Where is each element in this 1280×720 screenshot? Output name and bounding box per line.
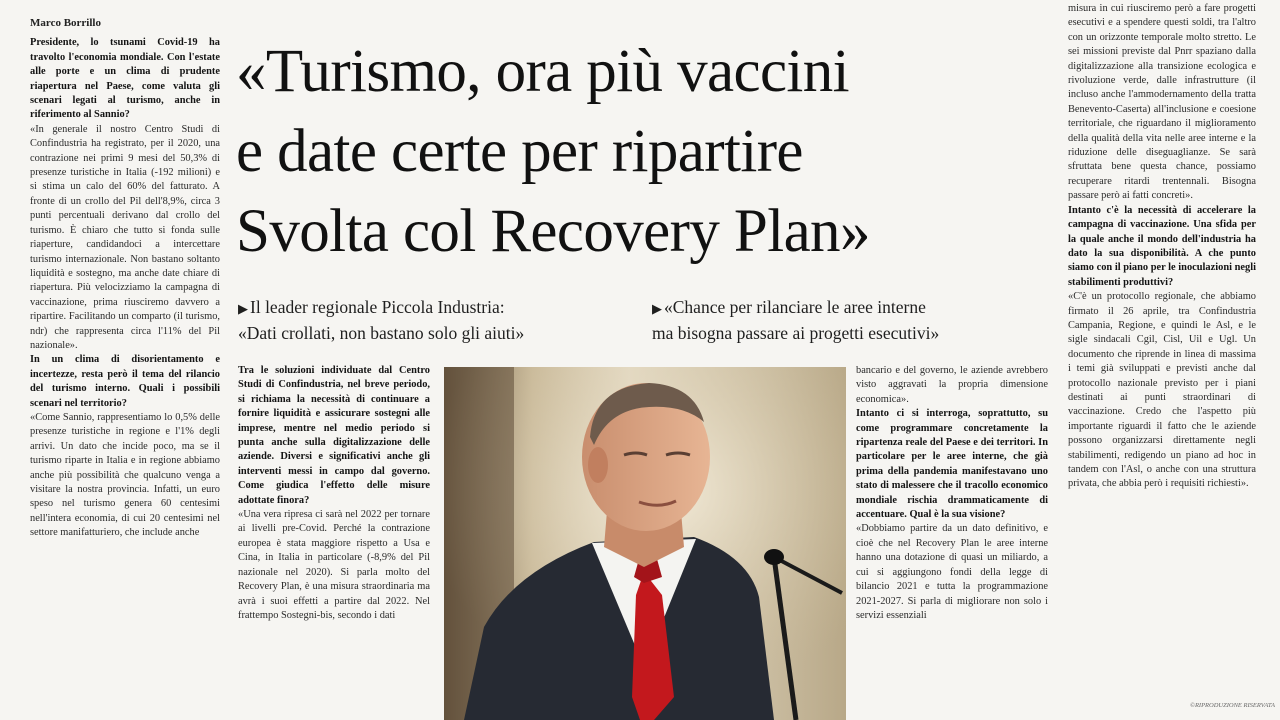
portrait-photo bbox=[444, 367, 846, 720]
deck-line: ma bisogna passare ai progetti esecutivi» bbox=[652, 323, 940, 343]
deck-right bbox=[652, 295, 939, 345]
deck-line: Il leader regionale Piccola Industria: bbox=[250, 297, 505, 317]
reproduction-notice: ©RIPRODUZIONE RISERVATA bbox=[1190, 702, 1276, 709]
interview-question: In un clima di disorientamento e incertezze, resta però il tema del rilancio del turismo interno. Quali i possibili scenari nel territorio? bbox=[30, 354, 220, 409]
headline-line: e date certe per ripartire bbox=[236, 118, 803, 185]
interview-answer: bancario e del governo, le aziende avrebbero visto aggravati la propria dimensione economica». bbox=[856, 365, 1048, 405]
article-column-middle-right bbox=[856, 364, 1048, 720]
article-column-right bbox=[1068, 2, 1256, 720]
interview-answer: misura in cui riusciremo però a fare progetti esecutivi e a spendere questi soldi, tra l'altro con un orizzonte temporale molto stretto. Le sei missioni previste dal Pnrr spaziano dalla digitalizzazione alla transizione ecologica e rivoluzione verde, dalle infrastrutture (il incluso anche l'ammodernamento della tratta Benevento-Caserta) all'inclusione e coesione territoriale, che riguardano il miglioramento della qualità della vita nelle aree interne e la riduzione delle diseguaglianze. Se sarà sfruttata bene questa chance, possiamo recuperare ritardi trentennali. Bisogna passare però ai fatti concreti». bbox=[1068, 3, 1256, 202]
headline-line: «Turismo, ora più vaccini bbox=[236, 38, 850, 105]
interview-answer: «C'è un protocollo regionale, che abbiamo firmato il 26 aprile, tra Confindustria Campania, Regione, e quindi le Asl, e le sigle sindacali Cgil, Cisl, Uil e Ugl. Un documento che riprende in linea di massima i temi già sviluppati e previsti anche dal protocollo nazionale previsto per i piani destinati ai punti straordinari di vaccinazione. Credo che l'aspetto più importante riguardi il fatto che le aziende possono organizzarsi direttamente negli stabilimenti, redigendo un piano ad hoc in tandem con l'Asl, o anche con una struttura privata, che abbia però i requisiti richiesti». bbox=[1068, 291, 1256, 490]
headline-line: Svolta col Recovery Plan» bbox=[236, 198, 870, 265]
speaker-illustration bbox=[444, 367, 846, 720]
interview-answer: «Una vera ripresa ci sarà nel 2022 per tornare ai livelli pre-Covid. Perché la contrazione europea è stata maggiore rispetto a Usa e Cina, in Italia in particolare (-8,9% del Pil nazionale nel 2020). Si parla molto del Recovery Plan, è una misura straordinaria ma avrà i suoi effetti a partire dal 2022. Nel frattempo Sostegni-bis, secondo i dati bbox=[238, 509, 430, 621]
interview-answer: «Come Sannio, rappresentiamo lo 0,5% delle presenze turistiche in regione e l'1% degli arrivi. Un dato che incide poco, ma se il turismo riparte in Italia e in regione abbiamo anche più possibilità che qualcuno venga a visitare la nostra provincia. Infatti, un euro speso nel turismo genera 60 centesimi nell'intera economia, di cui 20 centesimi nel settore manifatturiero, che include anche bbox=[30, 411, 220, 539]
deck-line: «Dati crollati, non bastano solo gli aiuti» bbox=[238, 323, 525, 343]
byline: Marco Borrillo bbox=[30, 17, 101, 29]
interview-question: Intanto c'è la necessità di accelerare la campagna di vaccinazione. Una sfida per la quale anche il mondo dell'industria ha dato la sua disponibilità. A che punto siamo con il piano per le inoculazioni negli stabilimenti produttivi? bbox=[1068, 204, 1256, 288]
interview-question: Presidente, lo tsunami Covid-19 ha travolto l'economia mondiale. Con l'estate alle porte e un clima di prudente riapertura nel Paese, come valuta gli scenari legati al turismo, anche in riferimento al Sannio? bbox=[30, 37, 220, 121]
interview-answer: «In generale il nostro Centro Studi di Confindustria ha registrato, per il 2020, una contrazione nei primi 9 mesi del 50,3% di presenze turistiche in Italia (-192 milioni) e si stima un calo del 60% del fatturato. A fronte di un crollo del Pil dell'8,9%, circa 3 punti percentuali derivano dal crollo del turismo. È chiaro che tutto si fonda sulle riaperture, candidandoci a intercettare turismo internazionale. Non bastano soltanto liquidità e sostegno, ma anche date chiare di riapertura. Più velocizziamo la campagna di vaccinazione, prima riusciremo davvero a ripartire. Facilitando un comparto (il turismo, ndr) che rappresenta circa l'11% del Pil nazionale». bbox=[30, 123, 220, 351]
bullet-triangle-icon: ▶ bbox=[652, 301, 662, 316]
article-column-middle-left bbox=[238, 364, 430, 720]
interview-question: Tra le soluzioni individuate dal Centro Studi di Confindustria, nel breve periodo, si richiama la necessità di continuare a fornire liquidità e assicurare sostegni alle imprese, mentre nel medio periodo si punta anche sulla digitalizzazione delle aziende. Diversi e significativi anche gli interventi messi in campo dal governo. Come giudica l'effetto delle misure adottate finora? bbox=[238, 365, 430, 506]
interview-question: Intanto ci si interroga, soprattutto, su come programmare concretamente la ripartenza reale del Paese e dei territori. In particolare per le aree interne, che già prima della pandemia manifestavano uno stato di malessere che il tracollo economico mondiale rischia drammaticamente di accentuare. Qual è la sua visione? bbox=[856, 408, 1048, 521]
deck-line: «Chance per rilanciare le aree interne bbox=[664, 297, 926, 317]
interview-answer: «Dobbiamo partire da un dato definitivo, e cioè che nel Recovery Plan le aree interne hanno una dotazione di quasi un miliardo, a cui si aggiungono fondi della legge di bilancio 2021 e tutta la programmazione 2021-2027. Si parla di migliorare non solo i servizi essenziali bbox=[856, 523, 1048, 621]
bullet-triangle-icon: ▶ bbox=[238, 301, 248, 316]
deck-left bbox=[238, 295, 524, 345]
article-column-left bbox=[30, 16, 220, 720]
article-headline bbox=[236, 32, 1066, 272]
